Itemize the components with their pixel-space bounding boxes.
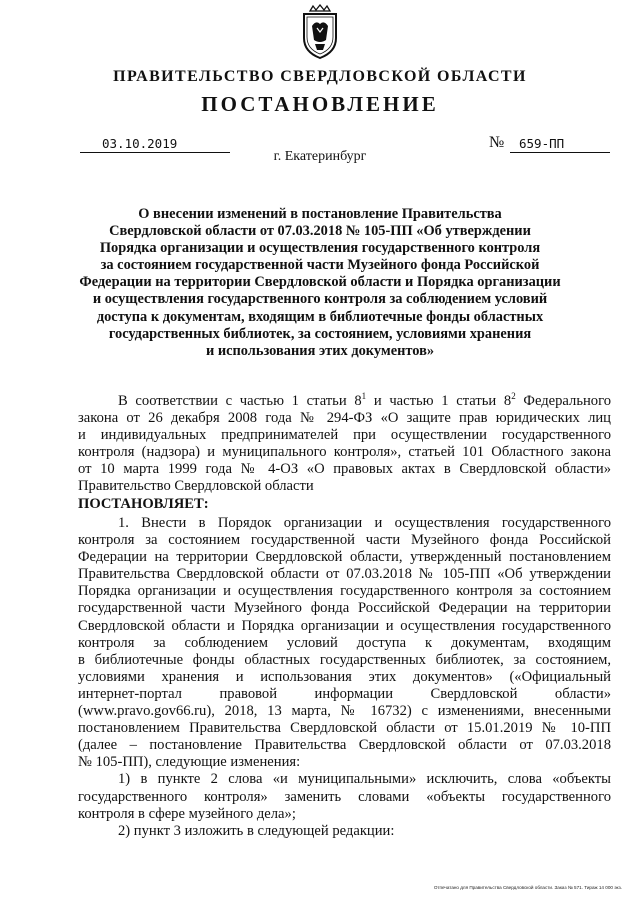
title-line: О внесении изменений в постановление Правительства	[138, 206, 502, 222]
title-line: доступа к документам, входящим в библиотечные фонды областных	[96, 308, 544, 325]
item-line: контроля за состоянием государственной части Музейного фонда Российской	[78, 532, 611, 549]
preamble-line: Правительство Свердловской области	[78, 478, 314, 495]
title-line: за состоянием государственной части Музейного фонда Российской	[100, 257, 540, 274]
coat-of-arms-icon	[298, 4, 342, 60]
document-type: ПОСТАНОВЛЕНИЕ	[201, 92, 439, 116]
resolves-heading: ПОСТАНОВЛЯЕТ:	[78, 495, 209, 512]
subitem-1-line: 1) в пункте 2 слова «и муниципальными» исключить, слова «объекты	[118, 771, 611, 788]
item-line: (www.pravo.gov66.ru), 2018, 13 марта, № 16732) с изменениями, внесенными	[78, 703, 611, 720]
decree-title	[70, 206, 570, 360]
footnote-ref: 1	[361, 391, 367, 402]
footnote-ref: 2	[511, 391, 516, 402]
item-line: № 105-ПП), следующие изменения:	[78, 754, 301, 771]
subitem-1-line: государственного контроля» заменить словами «объекты государственного	[78, 788, 611, 805]
item-line: Федерации на территории Свердловской области, утвержденный постановлением	[78, 549, 611, 566]
item-line: постановлением Правительства Свердловской области от 15.01.2019 № 10-ПП	[78, 720, 611, 737]
preamble-line: и индивидуальных предпринимателей при осуществлении государственного	[78, 427, 611, 444]
city: г. Екатеринбург	[273, 149, 367, 164]
item-line: Порядка организации и осуществления государственного контроля за состоянием	[78, 583, 611, 600]
item-line: интернет-портал правовой информации Свердловской области»	[78, 685, 611, 702]
item-1	[78, 515, 611, 840]
item-line: Правительства Свердловской области от 07.03.2018 № 105-ПП «Об утверждении	[78, 566, 611, 583]
government-name: ПРАВИТЕЛЬСТВО СВЕРДЛОВСКОЙ ОБЛАСТИ	[113, 68, 527, 85]
title-line: Свердловской области от 07.03.2018 № 105-ПП «Об утверждении	[109, 223, 531, 240]
subitem-2-line: 2) пункт 3 изложить в следующей редакции:	[118, 822, 395, 839]
title-line: и осуществления государственного контроля за соблюдением условий	[92, 291, 548, 308]
preamble-line: от 10 марта 1999 года № 4-ОЗ «О правовых актах в Свердловской области»	[78, 461, 611, 478]
item-line: Свердловской области и Порядка организации и осуществления государственного	[78, 617, 611, 634]
preamble-first-line: В соответствии с частью 1 статьи $8^1$ и частью 1 статьи $8^2$ Федерального	[118, 391, 611, 409]
item-line: контроля за соблюдением условий доступа к документам, входящим	[78, 634, 611, 651]
number-sign: №	[489, 134, 505, 151]
print-footer: Отпечатано для Правительства Свердловской области. Заказ № 571. Тираж 14 000 экз.	[433, 885, 622, 890]
title-line: государственных библиотек, за состоянием, условиями хранения	[108, 325, 532, 342]
decree-date: 03.10.2019	[80, 136, 230, 153]
title-line: Федерации на территории Свердловской области и Порядка организации	[79, 274, 561, 291]
item-line: (далее – постановление Правительства Свердловской области от 07.03.2018	[78, 737, 611, 754]
subitem-1-line: контроля в сфере музейного дела»;	[78, 805, 296, 822]
item-line: условиями хранения и использования этих документов» («Официальный	[78, 668, 611, 685]
preamble-line: контроля (надзора) и муниципального контроля», статьей 101 Областного закона	[78, 444, 611, 461]
preamble-line: закона от 26 декабря 2008 года № 294-ФЗ «О защите прав юридических лиц	[78, 410, 611, 427]
title-line: Порядка организации и осуществления государственного контроля	[99, 240, 541, 257]
item-line: государственной части Музейного фонда Российской Федерации на территории	[78, 600, 611, 617]
preamble	[78, 393, 611, 513]
item-line: в библиотечные фонды областных государственных библиотек, за состоянием,	[78, 651, 611, 668]
decree-number: 659-ПП	[510, 136, 610, 153]
item-line: 1. Внести в Порядок организации и осуществления государственного	[118, 515, 611, 531]
title-line: и использования этих документов»	[205, 342, 435, 359]
